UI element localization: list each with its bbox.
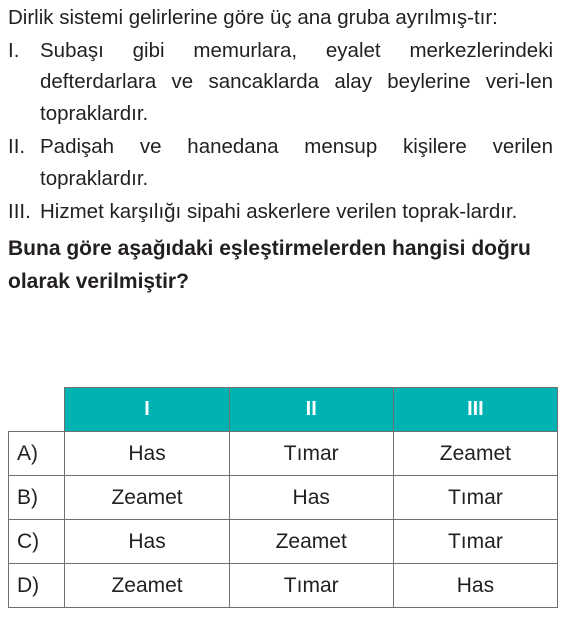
question-block xyxy=(8,2,553,298)
option-letter[interactable]: A) xyxy=(9,432,65,476)
option-cell: Tımar xyxy=(229,432,393,476)
option-cell: Has xyxy=(65,520,229,564)
statement-text: Subaşı gibi memurlara, eyalet merkezlerindeki defterdarlara ve sancaklarda alay beylerine veri-len topraklardır. xyxy=(40,38,553,125)
option-cell: Zeamet xyxy=(65,564,229,608)
statement-3 xyxy=(8,196,553,228)
option-cell: Has xyxy=(65,432,229,476)
option-cell: Tımar xyxy=(393,520,557,564)
option-row-a[interactable] xyxy=(9,432,558,476)
answer-options-table xyxy=(8,387,558,608)
option-row-c[interactable] xyxy=(9,520,558,564)
statement-number: III. xyxy=(8,200,31,223)
question-prompt: Buna göre aşağıdaki eşleştirmelerden hangisi doğru olarak verilmiştir? xyxy=(8,236,531,293)
table-header-row xyxy=(9,388,558,432)
option-cell: Tımar xyxy=(393,476,557,520)
statement-2 xyxy=(8,131,553,194)
column-header: III xyxy=(393,388,557,432)
table-corner-cell xyxy=(9,388,65,432)
column-header: I xyxy=(65,388,229,432)
option-row-d[interactable] xyxy=(9,564,558,608)
statement-number: I. xyxy=(8,38,20,62)
statement-number: II. xyxy=(8,135,26,158)
question-intro: Dirlik sistemi gelirlerine göre üç ana gruba ayrılmış-tır: xyxy=(8,6,498,29)
option-cell: Has xyxy=(229,476,393,520)
option-cell: Zeamet xyxy=(393,432,557,476)
statement-text: Hizmet karşılığı sipahi askerlere verilen toprak-lardır. xyxy=(40,200,518,223)
statement-1 xyxy=(8,35,553,130)
option-cell: Tımar xyxy=(229,564,393,608)
statement-text: Padişah ve hanedana mensup kişilere verilen topraklardır. xyxy=(40,135,553,190)
option-letter[interactable]: D) xyxy=(9,564,65,608)
option-row-b[interactable] xyxy=(9,476,558,520)
column-header: II xyxy=(229,388,393,432)
option-letter[interactable]: B) xyxy=(9,476,65,520)
option-cell: Zeamet xyxy=(229,520,393,564)
option-cell: Zeamet xyxy=(65,476,229,520)
option-cell: Has xyxy=(393,564,557,608)
option-letter[interactable]: C) xyxy=(9,520,65,564)
